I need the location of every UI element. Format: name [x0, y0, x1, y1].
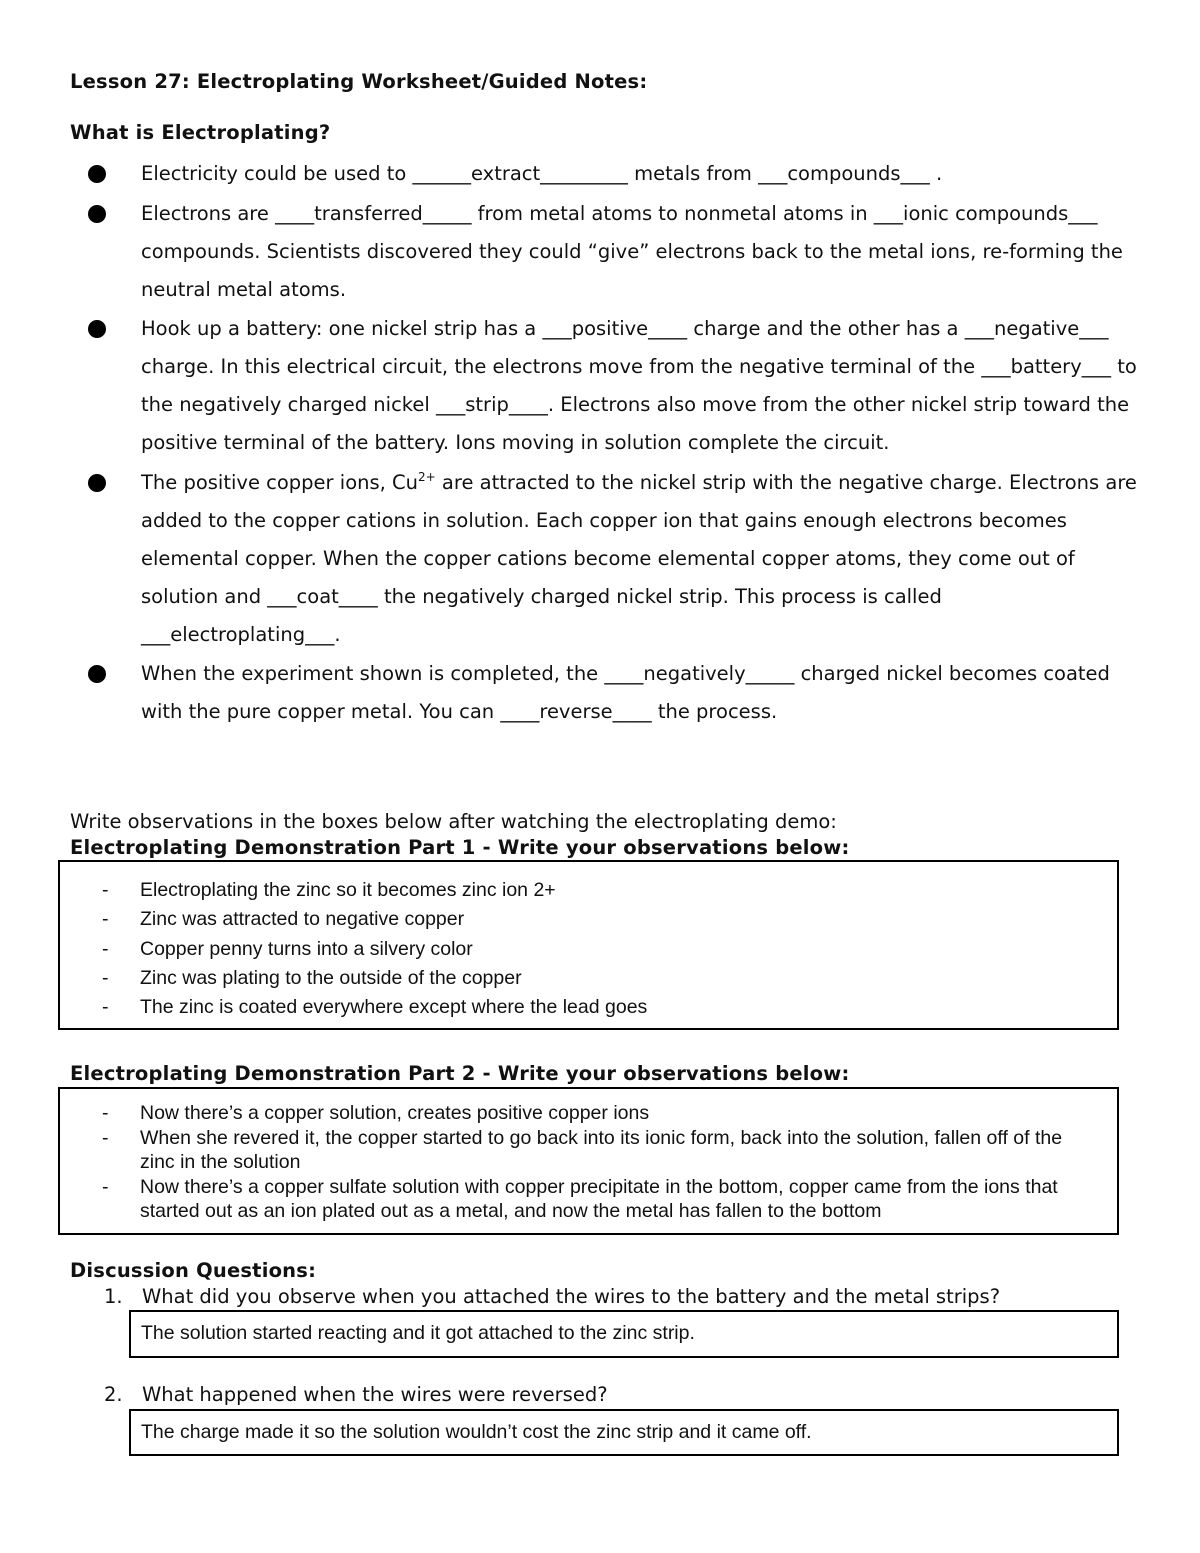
observation-item: [100, 1101, 1100, 1126]
observation-text: Zinc was attracted to negative copper: [140, 908, 465, 931]
question-1: [104, 1285, 1000, 1308]
note-item: [82, 195, 1142, 309]
observation-item: [100, 1175, 1100, 1224]
worksheet-title: Lesson 27: Electroplating Worksheet/Guided Notes:: [70, 70, 648, 93]
observation-text: Now there’s a copper solution, creates positive copper ions: [140, 1102, 650, 1124]
answer-text: The solution started reacting and it got attached to the zinc strip.: [141, 1322, 695, 1344]
observation-item: [100, 935, 647, 964]
note-text: Electricity could be used to ______extract_________ metals from ___compounds___ .: [141, 162, 943, 185]
observation-item: [100, 905, 647, 934]
part1-observations-box[interactable]: [58, 860, 1119, 1030]
observation-text: Copper penny turns into a silvery color: [140, 937, 473, 960]
part2-heading: Electroplating Demonstration Part 2 - Write your observations below:: [70, 1062, 850, 1085]
dash-icon: -: [102, 966, 109, 989]
answer-2-box[interactable]: [129, 1409, 1119, 1456]
note-text: Electrons are ____transferred_____ from metal atoms to nonmetal atoms in ___ionic compounds___ compounds. Scientists discovered they could “give” electrons back to the metal ions, re-forming the neutral metal atoms.: [141, 201, 1123, 301]
observations-intro: Write observations in the boxes below after watching the electroplating demo:: [70, 810, 837, 833]
note-item: [82, 464, 1142, 654]
question-number: 1.: [104, 1285, 123, 1308]
dash-icon: -: [102, 996, 109, 1019]
ion-charge-superscript: 2+: [418, 469, 436, 484]
dash-icon: -: [102, 879, 109, 901]
dash-icon: -: [102, 1126, 109, 1149]
discussion-heading: Discussion Questions:: [70, 1259, 317, 1282]
note-text: are attracted to the nickel strip with the negative charge. Electrons are added to the copper cations in solution. Each copper ion that gains enough electrons becomes elemental copper. When the copper cations become elemental copper atoms, they come out of solution and ___coat____ the negatively charged nickel strip. This process is called ___electroplating___.: [141, 470, 1137, 646]
answer-text: The charge made it so the solution wouldn’t cost the zinc strip and it came off.: [141, 1421, 812, 1443]
dash-icon: -: [102, 1175, 109, 1198]
note-text: The positive copper ions, Cu: [141, 470, 419, 494]
part1-observations-list: [100, 876, 647, 1022]
question-text: What did you observe when you attached the wires to the battery and the metal strips?: [142, 1285, 1001, 1308]
observation-text: Zinc was plating to the outside of the copper: [140, 966, 522, 989]
question-text: What happened when the wires were reversed?: [142, 1383, 608, 1406]
note-item: [82, 655, 1142, 731]
note-text: Hook up a battery: one nickel strip has a ___positive____ charge and the other has a ___negative___ charge. In this electrical circuit, the electrons move from the negative terminal of the ___battery___ to the negatively charged nickel ___strip____. Electrons also move from the other nickel strip toward the positive terminal of the battery. Ions moving in solution complete the circuit.: [141, 317, 1137, 454]
observation-text: The zinc is coated everywhere except where the lead goes: [140, 996, 648, 1019]
bullet-dot-icon: [88, 665, 106, 683]
dash-icon: -: [102, 1102, 109, 1124]
answer-1-box[interactable]: [129, 1310, 1119, 1358]
note-text: When the experiment shown is completed, the ____negatively_____ charged nickel becomes coated with the pure copper metal. You can ____reverse____ the process.: [141, 662, 1110, 723]
observation-text: Electroplating the zinc so it becomes zinc ion 2+: [140, 879, 556, 901]
observation-item: [100, 1126, 1100, 1175]
bullet-dot-icon: [88, 320, 106, 338]
question-2: [104, 1383, 608, 1406]
part2-observations-box[interactable]: [58, 1087, 1119, 1235]
part1-heading: Electroplating Demonstration Part 1 - Write your observations below:: [70, 836, 850, 859]
bullet-dot-icon: [88, 474, 106, 492]
guided-notes-list: [82, 155, 1142, 733]
dash-icon: -: [102, 937, 109, 960]
section-heading: What is Electroplating?: [70, 121, 331, 144]
note-item: [82, 310, 1142, 462]
observation-item: [100, 993, 647, 1022]
dash-icon: -: [102, 908, 109, 931]
observation-text: When she revered it, the copper started to go back into its ionic form, back into the solution, fallen off of the zinc in the solution: [140, 1126, 1063, 1173]
question-number: 2.: [104, 1383, 123, 1406]
bullet-dot-icon: [88, 165, 106, 183]
part2-observations-list: [100, 1101, 1100, 1224]
bullet-dot-icon: [88, 205, 106, 223]
note-item: [82, 155, 1142, 193]
observation-item: [100, 876, 647, 905]
observation-text: Now there’s a copper sulfate solution with copper precipitate in the bottom, copper came from the ions that started out as an ion plated out as a metal, and now the metal has fallen to the bottom: [140, 1175, 1058, 1222]
observation-item: [100, 964, 647, 993]
